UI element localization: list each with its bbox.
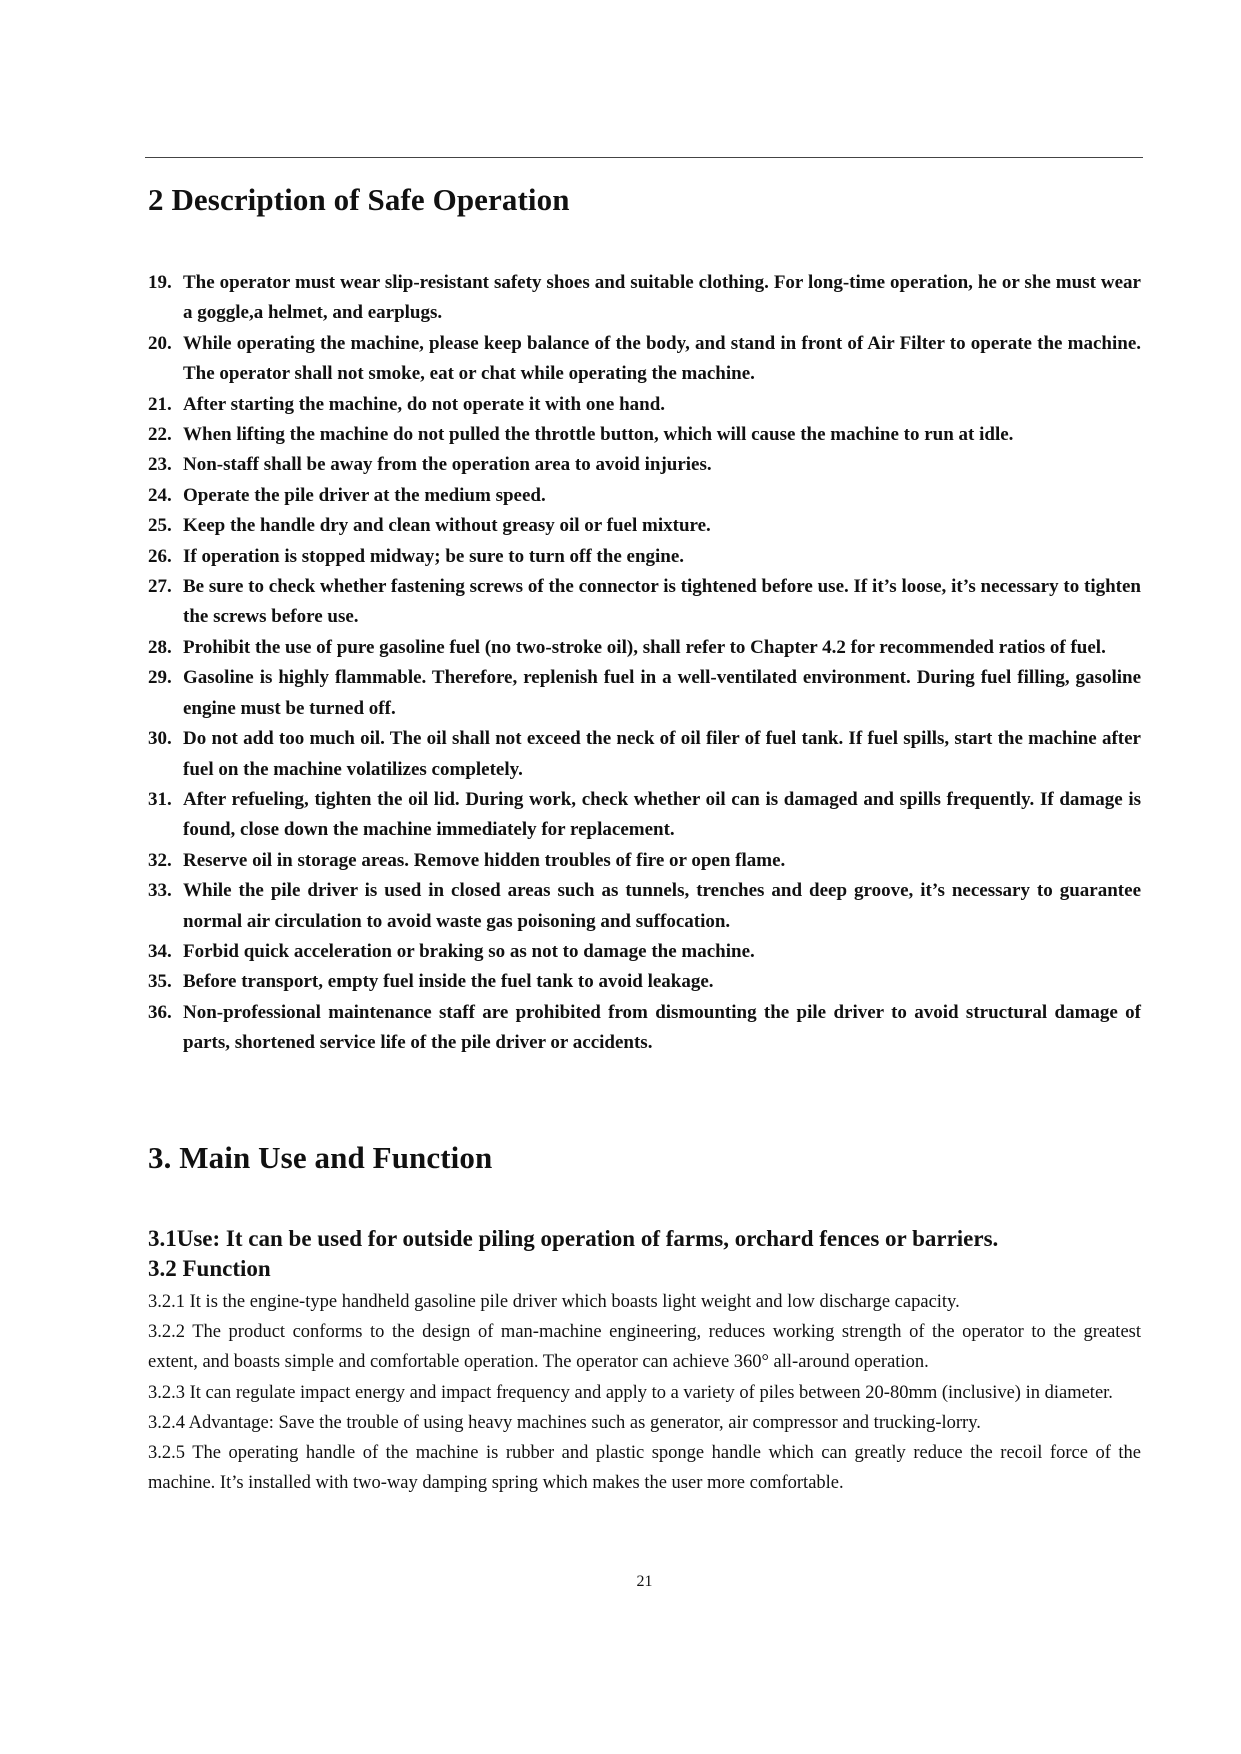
function-paragraph: 3.2.5 The operating handle of the machine is rubber and plastic sponge handle which can greatly reduce the recoil force of the machine. It’s installed with two-way damping spring which makes the user more comfortable. [148, 1443, 1141, 1494]
item-number: 32. [148, 849, 172, 871]
item-number: 28. [148, 636, 172, 658]
list-item [148, 450, 1141, 480]
list-item [148, 724, 1141, 785]
item-number: 27. [148, 576, 172, 598]
item-text: Non-professional maintenance staff are prohibited from dismounting the pile driver to avoid structural damage of parts, shortened service life of the pile driver or accidents. [183, 1001, 1141, 1054]
list-item [148, 542, 1141, 572]
item-text: Prohibit the use of pure gasoline fuel (no two-stroke oil), shall refer to Chapter 4.2 for recommended ratios of fuel. [183, 636, 1106, 658]
section-title-main-use: 3. Main Use and Function [148, 1140, 493, 1175]
list-item [148, 967, 1141, 997]
item-number: 21. [148, 393, 172, 415]
page-number: 21 [636, 1573, 653, 1590]
item-text: Operate the pile driver at the medium speed. [183, 484, 546, 506]
list-item [148, 785, 1141, 846]
item-text: When lifting the machine do not pulled the throttle button, which will cause the machine to run at idle. [183, 424, 1014, 446]
item-number: 33. [148, 880, 172, 902]
item-number: 22. [148, 424, 172, 446]
safety-rules-list [148, 268, 1141, 1059]
item-text: The operator must wear slip-resistant safety shoes and suitable clothing. For long-time operation, he or she must wear a goggle,a helmet, and earplugs. [183, 272, 1141, 324]
item-text: After starting the machine, do not operate it with one hand. [183, 393, 666, 415]
item-number: 35. [148, 971, 172, 993]
item-text: While the pile driver is used in closed areas such as tunnels, trenches and deep groove, it’s necessary to guarantee normal air circulation to avoid waste gas poisoning and suffocation. [183, 880, 1141, 932]
list-item [148, 846, 1141, 876]
function-paragraph: 3.2.4 Advantage: Save the trouble of using heavy machines such as generator, air compressor and trucking-lorry. [148, 1412, 981, 1433]
function-heading: 3.2 Function [148, 1256, 271, 1281]
item-text: Forbid quick acceleration or braking so as not to damage the machine. [183, 940, 755, 962]
list-item [148, 268, 1141, 329]
item-number: 29. [148, 667, 172, 689]
item-text: Keep the handle dry and clean without greasy oil or fuel mixture. [183, 515, 711, 537]
list-item [148, 420, 1141, 450]
item-text: Before transport, empty fuel inside the fuel tank to avoid leakage. [183, 971, 714, 993]
header-rule [145, 157, 1143, 158]
item-text: Gasoline is highly flammable. Therefore, replenish fuel in a well-ventilated environment. During fuel filling, gasoline engine must be turned off. [183, 667, 1141, 719]
function-paragraph: 3.2.1 It is the engine-type handheld gasoline pile driver which boasts light weight and low discharge capacity. [148, 1292, 960, 1312]
section-title-safe-operation: 2 Description of Safe Operation [148, 182, 570, 217]
list-item [148, 876, 1141, 937]
item-number: 19. [148, 272, 172, 293]
item-text: Do not add too much oil. The oil shall not exceed the neck of oil filer of fuel tank. If fuel spills, start the machine after fuel on the machine volatilizes completely. [183, 728, 1141, 780]
item-text: Be sure to check whether fastening screws of the connector is tightened before use. If it’s loose, it’s necessary to tighten the screws before use. [183, 576, 1141, 628]
document-page [148, 0, 1141, 1754]
list-item [148, 390, 1141, 420]
list-item [148, 998, 1141, 1059]
function-paragraph: 3.2.3 It can regulate impact energy and impact frequency and apply to a variety of piles between 20-80mm (inclusive) in diameter. [148, 1382, 1113, 1403]
item-text: Reserve oil in storage areas. Remove hidden troubles of fire or open flame. [183, 849, 786, 871]
use-heading: 3.1Use: It can be used for outside piling operation of farms, orchard fences or barriers. [148, 1226, 999, 1251]
function-paragraph: 3.2.2 The product conforms to the design of man-machine engineering, reduces working strength of the operator to the greatest extent, and boasts simple and comfortable operation. The operator can achieve 360° all-around operation. [148, 1322, 1141, 1373]
function-paragraphs [148, 1287, 1141, 1498]
item-number: 30. [148, 728, 172, 750]
item-text: If operation is stopped midway; be sure to turn off the engine. [183, 545, 685, 567]
list-item [148, 663, 1141, 724]
list-item [148, 481, 1141, 511]
item-text: After refueling, tighten the oil lid. During work, check whether oil can is damaged and spills frequently. If damage is found, close down the machine immediately for replacement. [183, 788, 1141, 841]
item-number: 24. [148, 484, 172, 506]
item-number: 25. [148, 515, 172, 537]
item-number: 36. [148, 1001, 172, 1023]
list-item [148, 329, 1141, 390]
item-number: 23. [148, 454, 172, 476]
list-item [148, 511, 1141, 541]
item-number: 31. [148, 788, 172, 810]
item-number: 34. [148, 940, 172, 962]
item-text: Non-staff shall be away from the operation area to avoid injuries. [183, 454, 712, 476]
list-item [148, 937, 1141, 967]
item-number: 20. [148, 332, 172, 354]
list-item [148, 633, 1141, 663]
item-number: 26. [148, 545, 172, 567]
list-item [148, 572, 1141, 633]
item-text: While operating the machine, please keep balance of the body, and stand in front of Air Filter to operate the machine. The operator shall not smoke, eat or chat while operating the machine. [183, 332, 1141, 385]
